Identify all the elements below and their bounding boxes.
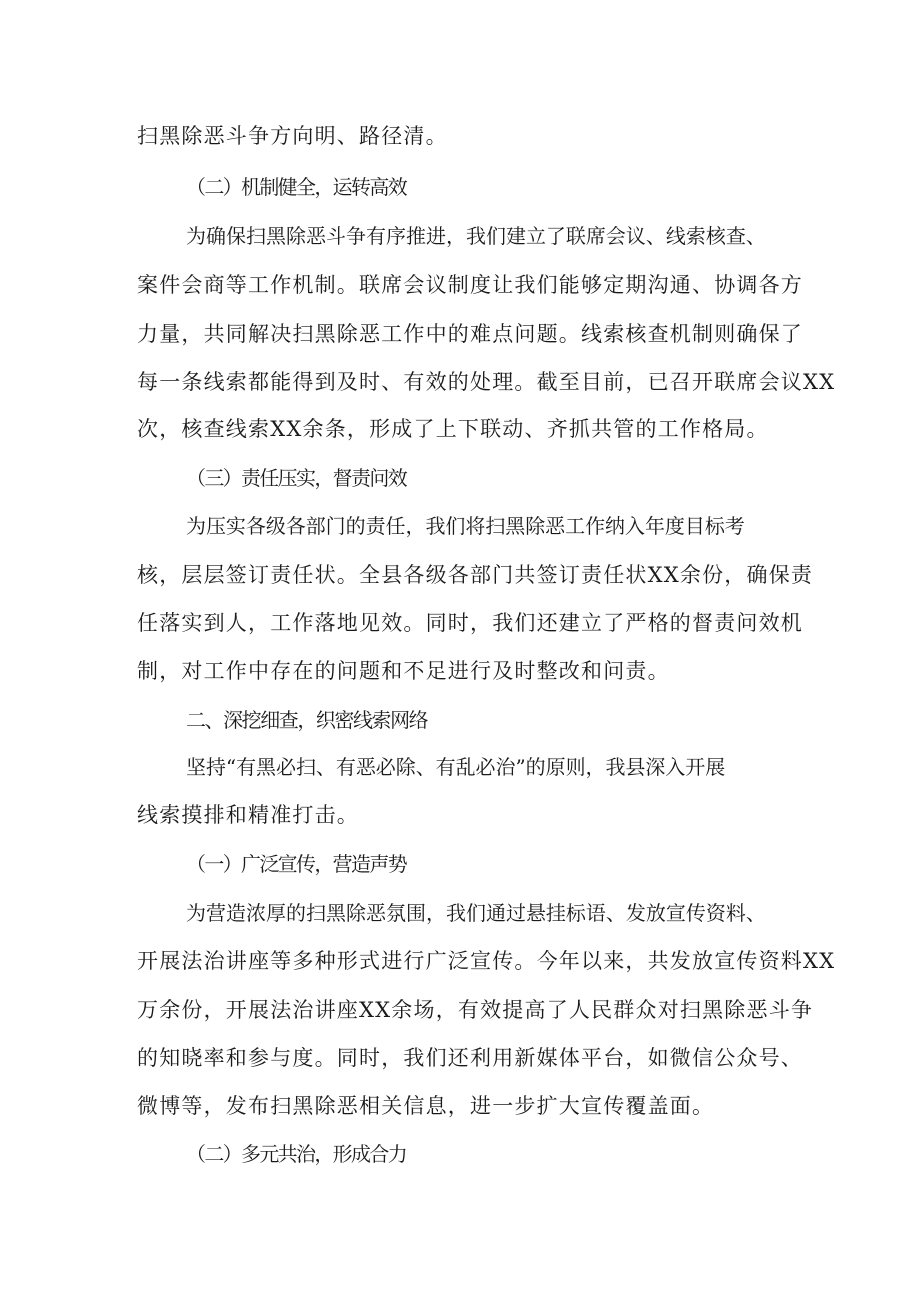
paragraph-line: 开展法治讲座等多种形式进行广泛宣传。今年以来，共发放宣传资料XX <box>137 949 836 973</box>
subsection-heading: （二）多元共治，形成合力 <box>186 1142 407 1166</box>
paragraph-line: 案件会商等工作机制。联席会议制度让我们能够定期沟通、协调各方 <box>137 273 803 297</box>
paragraph-line: 核，层层签订责任状。全县各级各部门共签订责任状XX余份，确保责 <box>137 563 814 587</box>
paragraph-line: 万余份，开展法治讲座XX余场，有效提高了人民群众对扫黑除恶斗争 <box>137 998 814 1022</box>
paragraph-line: 为确保扫黑除恶斗争有序推进，我们建立了联席会议、线索核查、 <box>186 224 766 248</box>
paragraph-line: 为压实各级各部门的责任，我们将扫黑除恶工作纳入年度目标考 <box>186 514 745 538</box>
paragraph-line: 坚持“有黑必扫、有恶必除、有乱必治”的原则，我县深入开展 <box>186 755 726 779</box>
section-heading: 二、深挖细查，织密线索网络 <box>186 708 428 732</box>
paragraph-line: 次，核查线索XX余条，形成了上下联动、齐抓共管的工作格局。 <box>137 417 769 441</box>
paragraph-line: 任落实到人，工作落地见效。同时，我们还建立了严格的督责问效机 <box>137 611 803 635</box>
paragraph-line: 每一条线索都能得到及时、有效的处理。截至目前，已召开联席会议XX <box>137 370 836 394</box>
subsection-heading: （三）责任压实，督责问效 <box>186 466 407 490</box>
paragraph-line: 线索摸排和精准打击。 <box>137 803 359 827</box>
paragraph-line: 为营造浓厚的扫黑除恶氛围，我们通过悬挂标语、发放宣传资料、 <box>186 901 766 925</box>
paragraph-line: 的知晓率和参与度。同时，我们还利用新媒体平台，如微信公众号、 <box>137 1046 803 1070</box>
paragraph-line: 力量，共同解决扫黑除恶工作中的难点问题。线索核查机制则确保了 <box>137 322 803 346</box>
paragraph-line: 扫黑除恶斗争方向明、路径清。 <box>137 124 448 148</box>
paragraph-line: 微博等，发布扫黑除恶相关信息，进一步扩大宣传覆盖面。 <box>137 1094 715 1118</box>
paragraph-line: 制，对工作中存在的问题和不足进行及时整改和问责。 <box>137 659 670 683</box>
subsection-heading: （二）机制健全，运转高效 <box>186 175 407 199</box>
subsection-heading: （一）广泛宣传，营造声势 <box>186 852 407 876</box>
